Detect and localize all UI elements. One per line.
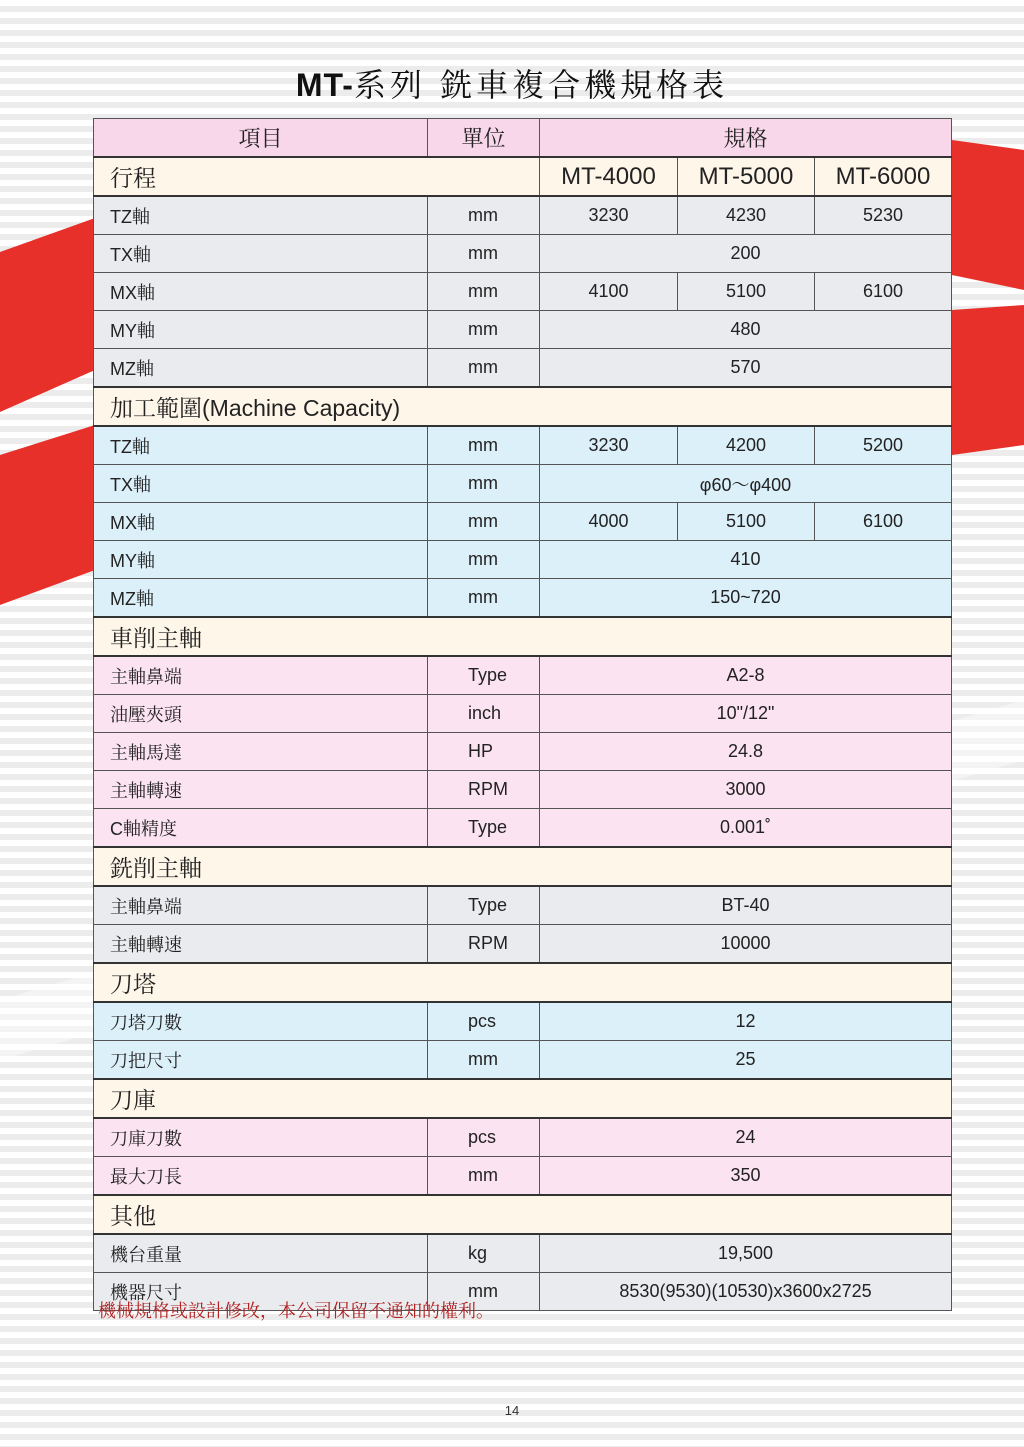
- model-header: MT-5000: [678, 157, 815, 196]
- row-unit: Type: [428, 886, 540, 925]
- row-value: BT-40: [540, 886, 952, 925]
- table-row: [94, 503, 952, 541]
- row-name: 刀庫刀數: [94, 1118, 428, 1157]
- row-value: 12: [540, 1002, 952, 1041]
- row-name: 主軸鼻端: [94, 656, 428, 695]
- table-row: [94, 1234, 952, 1273]
- row-name: 油壓夾頭: [94, 695, 428, 733]
- row-name: MZ軸: [94, 579, 428, 618]
- red-stripe-right-top: [952, 140, 1024, 290]
- row-name: MX軸: [94, 273, 428, 311]
- row-name: MZ軸: [94, 349, 428, 388]
- spec-table: [93, 118, 952, 1311]
- row-unit: RPM: [428, 771, 540, 809]
- row-name: TX軸: [94, 465, 428, 503]
- row-name: 主軸轉速: [94, 925, 428, 964]
- row-value: 6100: [815, 273, 952, 311]
- table-row: [94, 886, 952, 925]
- row-value: 10000: [540, 925, 952, 964]
- table-row: [94, 579, 952, 618]
- section-header-milling: [94, 847, 952, 886]
- row-name: 刀塔刀數: [94, 1002, 428, 1041]
- row-name: 刀把尺寸: [94, 1041, 428, 1080]
- row-value: 480: [540, 311, 952, 349]
- row-name: TX軸: [94, 235, 428, 273]
- row-unit: mm: [428, 426, 540, 465]
- row-value: 570: [540, 349, 952, 388]
- red-stripe-left-top: [0, 218, 95, 412]
- section-header-capacity: [94, 387, 952, 426]
- model-header: MT-4000: [540, 157, 678, 196]
- section-title: 刀庫: [94, 1079, 952, 1118]
- table-row: [94, 733, 952, 771]
- title-text: 系列 銑車複合機規格表: [353, 66, 729, 104]
- row-value: 0.001˚: [540, 809, 952, 848]
- row-unit: mm: [428, 503, 540, 541]
- header-unit: 單位: [428, 119, 540, 158]
- title-series: MT-: [295, 67, 354, 103]
- section-header-turning: [94, 617, 952, 656]
- row-unit: mm: [428, 311, 540, 349]
- row-value: A2-8: [540, 656, 952, 695]
- table-row: [94, 1157, 952, 1196]
- row-unit: Type: [428, 656, 540, 695]
- row-unit: mm: [428, 1157, 540, 1196]
- row-unit: mm: [428, 579, 540, 618]
- section-title: 銑削主軸: [94, 847, 952, 886]
- section-header-turret: [94, 963, 952, 1002]
- table-row: [94, 656, 952, 695]
- table-row: [94, 1002, 952, 1041]
- row-unit: mm: [428, 465, 540, 503]
- row-value: 4230: [678, 196, 815, 235]
- row-unit: mm: [428, 1041, 540, 1080]
- row-value: 24: [540, 1118, 952, 1157]
- row-name: MY軸: [94, 311, 428, 349]
- red-stripe-left-bottom: [0, 425, 95, 605]
- row-value: 6100: [815, 503, 952, 541]
- disclaimer-note: 機械規格或設計修改，本公司保留不通知的權利。: [98, 1301, 494, 1322]
- red-stripe-right-bottom: [952, 305, 1024, 455]
- row-name: TZ軸: [94, 196, 428, 235]
- section-header-stroke: [94, 157, 952, 196]
- table-row: [94, 541, 952, 579]
- row-value: 5200: [815, 426, 952, 465]
- row-value: 4200: [678, 426, 815, 465]
- row-value: 3230: [540, 196, 678, 235]
- row-unit: mm: [428, 541, 540, 579]
- row-unit: mm: [428, 349, 540, 388]
- table-row: [94, 196, 952, 235]
- row-unit: Type: [428, 809, 540, 848]
- row-value: 5230: [815, 196, 952, 235]
- table-row: [94, 925, 952, 964]
- table-row: [94, 695, 952, 733]
- row-name: 主軸鼻端: [94, 886, 428, 925]
- row-name: MX軸: [94, 503, 428, 541]
- row-name: C軸精度: [94, 809, 428, 848]
- row-value: 19,500: [540, 1234, 952, 1273]
- row-unit: HP: [428, 733, 540, 771]
- row-name: 機器尺寸: [94, 1273, 428, 1311]
- row-value: 3230: [540, 426, 678, 465]
- row-value: 3000: [540, 771, 952, 809]
- row-value: 5100: [678, 503, 815, 541]
- row-name: MY軸: [94, 541, 428, 579]
- row-unit: kg: [428, 1234, 540, 1273]
- row-name: 最大刀長: [94, 1157, 428, 1196]
- row-name: 主軸馬達: [94, 733, 428, 771]
- row-name: 主軸轉速: [94, 771, 428, 809]
- row-unit: mm: [428, 196, 540, 235]
- row-value: 4100: [540, 273, 678, 311]
- row-value: 150~720: [540, 579, 952, 618]
- model-header: MT-6000: [815, 157, 952, 196]
- table-row: [94, 426, 952, 465]
- section-title: 行程: [94, 157, 540, 196]
- header-item: 項目: [94, 119, 428, 158]
- row-value: 200: [540, 235, 952, 273]
- row-unit: mm: [428, 1273, 540, 1311]
- table-row: [94, 273, 952, 311]
- table-row: [94, 235, 952, 273]
- table-row: [94, 1118, 952, 1157]
- page-number: 14: [504, 1403, 520, 1418]
- row-unit: RPM: [428, 925, 540, 964]
- row-value: 410: [540, 541, 952, 579]
- table-row: [94, 311, 952, 349]
- row-value: 10"/12": [540, 695, 952, 733]
- row-value: φ60～φ400: [540, 465, 952, 503]
- table-row: [94, 809, 952, 848]
- row-value: 8530(9530)(10530)x3600x2725: [540, 1273, 952, 1311]
- row-name: 機台重量: [94, 1234, 428, 1273]
- section-title: 加工範圍(Machine Capacity): [94, 387, 952, 426]
- header-spec: 規格: [540, 119, 952, 158]
- row-value: 24.8: [540, 733, 952, 771]
- row-unit: mm: [428, 273, 540, 311]
- table-header-row: [94, 119, 952, 158]
- row-unit: pcs: [428, 1118, 540, 1157]
- row-name: TZ軸: [94, 426, 428, 465]
- row-value: 25: [540, 1041, 952, 1080]
- table-row: [94, 771, 952, 809]
- row-unit: pcs: [428, 1002, 540, 1041]
- row-value: 350: [540, 1157, 952, 1196]
- table-row: [94, 349, 952, 388]
- section-header-magazine: [94, 1079, 952, 1118]
- table-row: [94, 1041, 952, 1080]
- section-title: 車削主軸: [94, 617, 952, 656]
- page-title: [0, 60, 1024, 106]
- row-unit: mm: [428, 235, 540, 273]
- section-title: 刀塔: [94, 963, 952, 1002]
- section-title: 其他: [94, 1195, 952, 1234]
- row-value: 5100: [678, 273, 815, 311]
- row-unit: inch: [428, 695, 540, 733]
- section-header-other: [94, 1195, 952, 1234]
- row-value: 4000: [540, 503, 678, 541]
- table-row: [94, 465, 952, 503]
